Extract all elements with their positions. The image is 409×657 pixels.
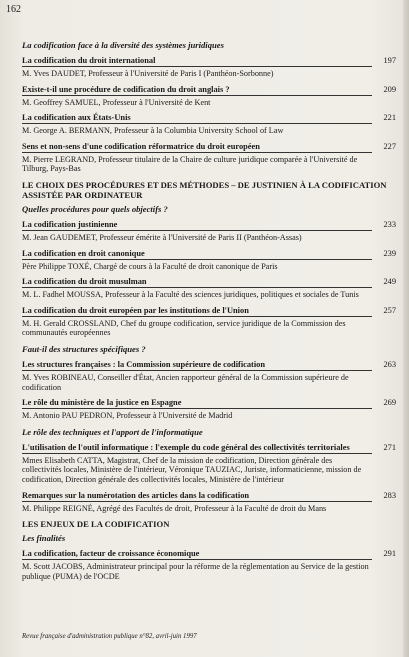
toc-entry[interactable] bbox=[22, 220, 398, 243]
toc-entry[interactable] bbox=[22, 443, 398, 485]
entry-title: Sens et non-sens d'une codification réformatrice du droit européen bbox=[22, 142, 372, 153]
entry-page-number: 271 bbox=[383, 442, 396, 452]
entry-author: M. Geoffrey SAMUEL, Professeur à l'Université de Kent bbox=[22, 97, 211, 107]
toc-entry[interactable] bbox=[22, 249, 398, 272]
entry-author: Mmes Elisabeth CATTA, Magistrat, Chef de la mission de codification, Direction générale des collectivités locales, Ministère de l'intérieur, Véronique TAUZIAC, Juriste, informaticienne, mission de codification, Direction générale des collectivités locales, Ministère de l'intérieur bbox=[22, 455, 362, 484]
entry-title: La codification du droit international bbox=[22, 56, 372, 67]
entry-title: Le rôle du ministère de la justice en Espagne bbox=[22, 398, 372, 409]
entry-page-number: 221 bbox=[383, 113, 396, 123]
toc-entry[interactable] bbox=[22, 277, 398, 300]
entry-author: M. Yves ROBINEAU, Conseiller d'État, Ancien rapporteur général de la Commission supérieure de codification bbox=[22, 372, 349, 392]
entry-page-number: 209 bbox=[383, 84, 396, 94]
entry-title: La codification aux États-Unis bbox=[22, 113, 372, 124]
journal-footer: Revue française d'administration publique n°82, avril-juin 1997 bbox=[22, 633, 197, 640]
entry-title: La codification, facteur de croissance économique bbox=[22, 549, 372, 560]
section-subheading: Les finalités bbox=[22, 533, 66, 544]
toc-entry[interactable] bbox=[22, 56, 398, 79]
toc-section bbox=[22, 180, 398, 338]
entry-author: Père Philippe TOXÉ, Chargé de cours à la Faculté de droit canonique de Paris bbox=[22, 261, 278, 271]
page-edge-shadow bbox=[403, 0, 409, 657]
entry-title: La codification du droit musulman bbox=[22, 277, 372, 288]
toc-section bbox=[22, 519, 398, 581]
entry-title: La codification du droit européen par les institutions de l'Union bbox=[22, 306, 372, 317]
entry-title: L'utilisation de l'outil informatique : l'exemple du code général des collectivités territoriales bbox=[22, 443, 372, 454]
entry-page-number: 269 bbox=[383, 398, 396, 408]
entry-page-number: 197 bbox=[383, 56, 396, 65]
section-heading: LES ENJEUX DE LA CODIFICATION bbox=[22, 519, 170, 530]
entry-title: La codification justinienne bbox=[22, 220, 372, 231]
entry-author: M. Yves DAUDET, Professeur à l'Université de Paris I (Panthéon-Sorbonne) bbox=[22, 69, 274, 78]
section-heading: La codification face à la diversité des systèmes juridiques bbox=[22, 40, 224, 50]
toc-entry[interactable] bbox=[22, 360, 398, 392]
entry-page-number: 249 bbox=[383, 277, 396, 287]
entry-page-number: 257 bbox=[383, 305, 396, 315]
toc-entry[interactable] bbox=[22, 491, 398, 514]
entry-author: M. George A. BERMANN, Professeur à la Columbia University School of Law bbox=[22, 126, 284, 136]
section-heading: Faut-il des structures spécifiques ? bbox=[22, 343, 146, 354]
toc-entry[interactable] bbox=[22, 113, 398, 136]
toc-entry[interactable] bbox=[22, 85, 398, 108]
entry-author: M. Pierre LEGRAND, Professeur titulaire de la Chaire de culture juridique comparée à l'Université de Tilburg, Pays-Bas bbox=[22, 154, 358, 174]
entry-page-number: 233 bbox=[383, 219, 396, 229]
entry-author: M. Scott JACOBS, Administrateur principal pour la réforme de la réglementation au Service de la gestion publique (PUMA) de l'OCDE bbox=[22, 562, 369, 581]
toc-entry[interactable] bbox=[22, 549, 398, 581]
entry-title: Les structures françaises : la Commission supérieure de codification bbox=[22, 360, 372, 371]
entry-page-number: 263 bbox=[383, 359, 396, 369]
entry-author: M. Antonio PAU PEDRON, Professeur à l'Université de Madrid bbox=[22, 411, 233, 421]
toc-entry[interactable] bbox=[22, 142, 398, 174]
section-subheading: Quelles procédures pour quels objectifs ? bbox=[22, 203, 168, 214]
table-of-contents bbox=[22, 40, 398, 587]
entry-title: La codification en droit canonique bbox=[22, 249, 372, 260]
entry-author: M. H. Gerald CROSSLAND, Chef du groupe codification, service juridique de la Commission des communautés européennes bbox=[22, 318, 346, 338]
entry-author: M. Jean GAUDEMET, Professeur émérite à l'Université de Paris II (Panthéon-Assas) bbox=[22, 232, 302, 242]
section-heading: LE CHOIX DES PROCÉDURES ET DES MÉTHODES – DE JUSTINIEN À LA CODIFICATION ASSISTÉE PAR ORDINATEUR bbox=[22, 179, 387, 200]
toc-entry[interactable] bbox=[22, 398, 398, 421]
section-heading: Le rôle des techniques et l'apport de l'informatique bbox=[22, 426, 203, 437]
entry-author: M. Philippe REIGNÉ, Agrégé des Facultés de droit, Professeur à la Faculté de droit du Mans bbox=[22, 503, 327, 513]
page-number: 162 bbox=[6, 4, 21, 15]
toc-section bbox=[22, 40, 398, 174]
toc-entry[interactable] bbox=[22, 306, 398, 338]
toc-section bbox=[22, 344, 398, 421]
entry-title: Remarques sur la numérotation des articles dans la codification bbox=[22, 491, 372, 502]
entry-page-number: 227 bbox=[383, 141, 396, 151]
entry-title: Existe-t-il une procédure de codification du droit anglais ? bbox=[22, 85, 372, 96]
entry-page-number: 239 bbox=[383, 248, 396, 258]
entry-page-number: 291 bbox=[383, 549, 396, 559]
toc-section bbox=[22, 427, 398, 513]
entry-author: M. L. Fadhel MOUSSA, Professeur à la Faculté des sciences juridiques, politiques et sociales de Tunis bbox=[22, 290, 359, 300]
entry-page-number: 283 bbox=[383, 490, 396, 500]
